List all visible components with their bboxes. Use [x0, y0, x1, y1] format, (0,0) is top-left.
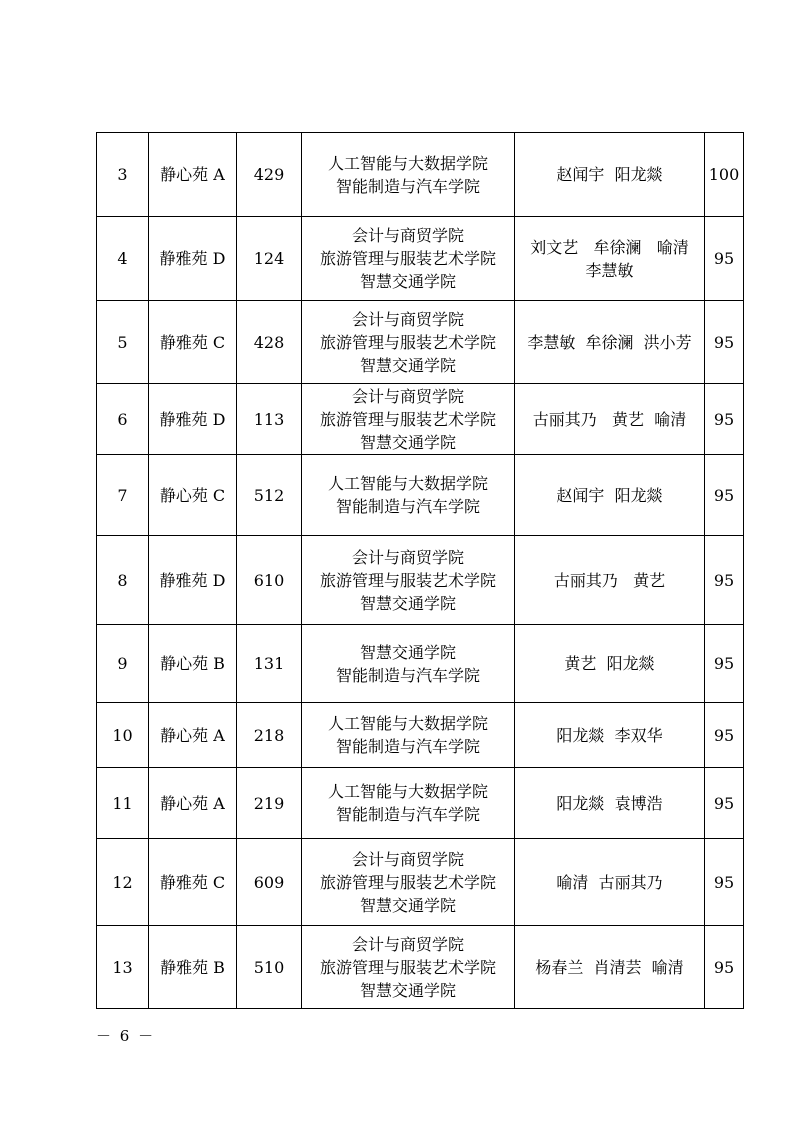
college-name: 智慧交通学院: [359, 355, 456, 375]
inspector-names: 阳龙燚 袁博浩: [556, 793, 663, 813]
college-name: 旅游管理与服装艺术学院: [319, 570, 496, 590]
table-row: [97, 839, 744, 926]
cell-colleges: [302, 133, 515, 217]
cell-inspectors: [515, 217, 705, 301]
inspector-names: 喻清 古丽其乃: [556, 872, 663, 892]
cell-serial-number: 7: [97, 455, 149, 536]
cell-building: 静心苑 A: [149, 133, 237, 217]
cell-score: 100: [705, 133, 744, 217]
table-row: [97, 301, 744, 384]
cell-inspectors: [515, 768, 705, 839]
cell-inspectors: [515, 625, 705, 703]
cell-inspectors: [515, 133, 705, 217]
cell-colleges: [302, 768, 515, 839]
cell-colleges: [302, 301, 515, 384]
cell-building: 静心苑 A: [149, 768, 237, 839]
cell-inspectors: [515, 301, 705, 384]
college-name: 智能制造与汽车学院: [335, 737, 480, 756]
cell-score: 95: [705, 384, 744, 455]
cell-colleges: [302, 703, 515, 768]
cell-building: 静雅苑 D: [149, 217, 237, 301]
cell-score: 95: [705, 301, 744, 384]
cell-inspectors: [515, 926, 705, 1009]
college-name: 智慧交通学院: [359, 895, 456, 915]
cell-serial-number: 3: [97, 133, 149, 217]
cell-score: 95: [705, 455, 744, 536]
inspector-names: 赵闻宇 阳龙燚: [556, 485, 663, 505]
cell-serial-number: 8: [97, 536, 149, 625]
cell-serial-number: 11: [97, 768, 149, 839]
college-name: 旅游管理与服装艺术学院: [319, 957, 496, 977]
table-row: [97, 625, 744, 703]
cell-inspectors: [515, 839, 705, 926]
inspector-names: 古丽其乃 黄艺: [553, 570, 666, 590]
cell-score: 95: [705, 536, 744, 625]
cell-score: 95: [705, 839, 744, 926]
table-body: [97, 133, 744, 1009]
cell-colleges: [302, 384, 515, 455]
cell-serial-number: 9: [97, 625, 149, 703]
college-name: 旅游管理与服装艺术学院: [319, 249, 496, 268]
cell-building: 静雅苑 B: [149, 926, 237, 1009]
cell-colleges: [302, 625, 515, 703]
college-name: 会计与商贸学院: [351, 547, 464, 567]
college-name: 智慧交通学院: [359, 593, 456, 613]
college-name: 智能制造与汽车学院: [335, 665, 480, 685]
cell-building: 静心苑 C: [149, 455, 237, 536]
college-name: 智慧交通学院: [359, 432, 456, 452]
college-name: 会计与商贸学院: [351, 849, 464, 869]
inspector-names: 阳龙燚 李双华: [556, 725, 663, 745]
college-name: 智能制造与汽车学院: [335, 176, 480, 196]
college-name: 智慧交通学院: [359, 980, 456, 1000]
cell-serial-number: 6: [97, 384, 149, 455]
cell-room-number: 510: [237, 926, 302, 1009]
college-name: 会计与商贸学院: [351, 226, 464, 245]
cell-room-number: 219: [237, 768, 302, 839]
cell-room-number: 218: [237, 703, 302, 768]
cell-building: 静雅苑 C: [149, 301, 237, 384]
table-row: [97, 133, 744, 217]
table-row: [97, 703, 744, 768]
cell-score: 95: [705, 768, 744, 839]
college-name: 会计与商贸学院: [351, 386, 464, 406]
cell-score: 95: [705, 703, 744, 768]
cell-room-number: 610: [237, 536, 302, 625]
table-row: [97, 217, 744, 301]
college-name: 智能制造与汽车学院: [335, 497, 480, 516]
college-name: 人工智能与大数据学院: [327, 782, 488, 801]
college-name: 人工智能与大数据学院: [327, 153, 488, 173]
cell-room-number: 131: [237, 625, 302, 703]
college-name: 人工智能与大数据学院: [327, 474, 488, 493]
inspector-names: 黄艺 阳龙燚: [564, 654, 655, 673]
cell-serial-number: 10: [97, 703, 149, 768]
cell-serial-number: 4: [97, 217, 149, 301]
cell-colleges: [302, 926, 515, 1009]
cell-building: 静雅苑 C: [149, 839, 237, 926]
college-name: 旅游管理与服装艺术学院: [319, 332, 496, 352]
cell-serial-number: 13: [97, 926, 149, 1009]
college-name: 会计与商贸学院: [351, 309, 464, 329]
cell-room-number: 512: [237, 455, 302, 536]
cell-building: 静雅苑 D: [149, 536, 237, 625]
inspector-names: 杨春兰 肖清芸 喻清: [535, 957, 684, 977]
cell-serial-number: 12: [97, 839, 149, 926]
college-name: 人工智能与大数据学院: [327, 714, 488, 733]
inspector-names: 赵闻宇 阳龙燚: [556, 165, 663, 184]
college-name: 智能制造与汽车学院: [335, 805, 480, 824]
college-name: 会计与商贸学院: [351, 934, 464, 954]
cell-score: 95: [705, 625, 744, 703]
cell-room-number: 124: [237, 217, 302, 301]
table-row: [97, 768, 744, 839]
inspection-table: [96, 132, 744, 1009]
college-name: 旅游管理与服装艺术学院: [319, 872, 496, 892]
cell-score: 95: [705, 926, 744, 1009]
table-row: [97, 536, 744, 625]
cell-building: 静雅苑 D: [149, 384, 237, 455]
inspector-names: 古丽其乃 黄艺 喻清: [532, 409, 687, 429]
inspector-names: 李慧敏 牟徐澜 洪小芳: [527, 332, 692, 352]
cell-colleges: [302, 455, 515, 536]
cell-building: 静心苑 B: [149, 625, 237, 703]
cell-room-number: 113: [237, 384, 302, 455]
college-name: 智慧交通学院: [359, 642, 456, 662]
cell-score: 95: [705, 217, 744, 301]
table-row: [97, 455, 744, 536]
cell-room-number: 428: [237, 301, 302, 384]
cell-colleges: [302, 217, 515, 301]
cell-room-number: 609: [237, 839, 302, 926]
cell-inspectors: [515, 455, 705, 536]
page-number: － 6 －: [96, 1027, 156, 1045]
cell-inspectors: [515, 384, 705, 455]
college-name: 旅游管理与服装艺术学院: [319, 409, 496, 429]
cell-inspectors: [515, 703, 705, 768]
inspector-names: 刘文艺 牟徐澜 喻清: [530, 237, 689, 257]
cell-room-number: 429: [237, 133, 302, 217]
cell-inspectors: [515, 536, 705, 625]
inspector-names: 李慧敏: [585, 260, 634, 280]
table-row: [97, 384, 744, 455]
cell-building: 静心苑 A: [149, 703, 237, 768]
college-name: 智慧交通学院: [359, 272, 456, 291]
cell-colleges: [302, 536, 515, 625]
table-row: [97, 926, 744, 1009]
cell-serial-number: 5: [97, 301, 149, 384]
cell-colleges: [302, 839, 515, 926]
